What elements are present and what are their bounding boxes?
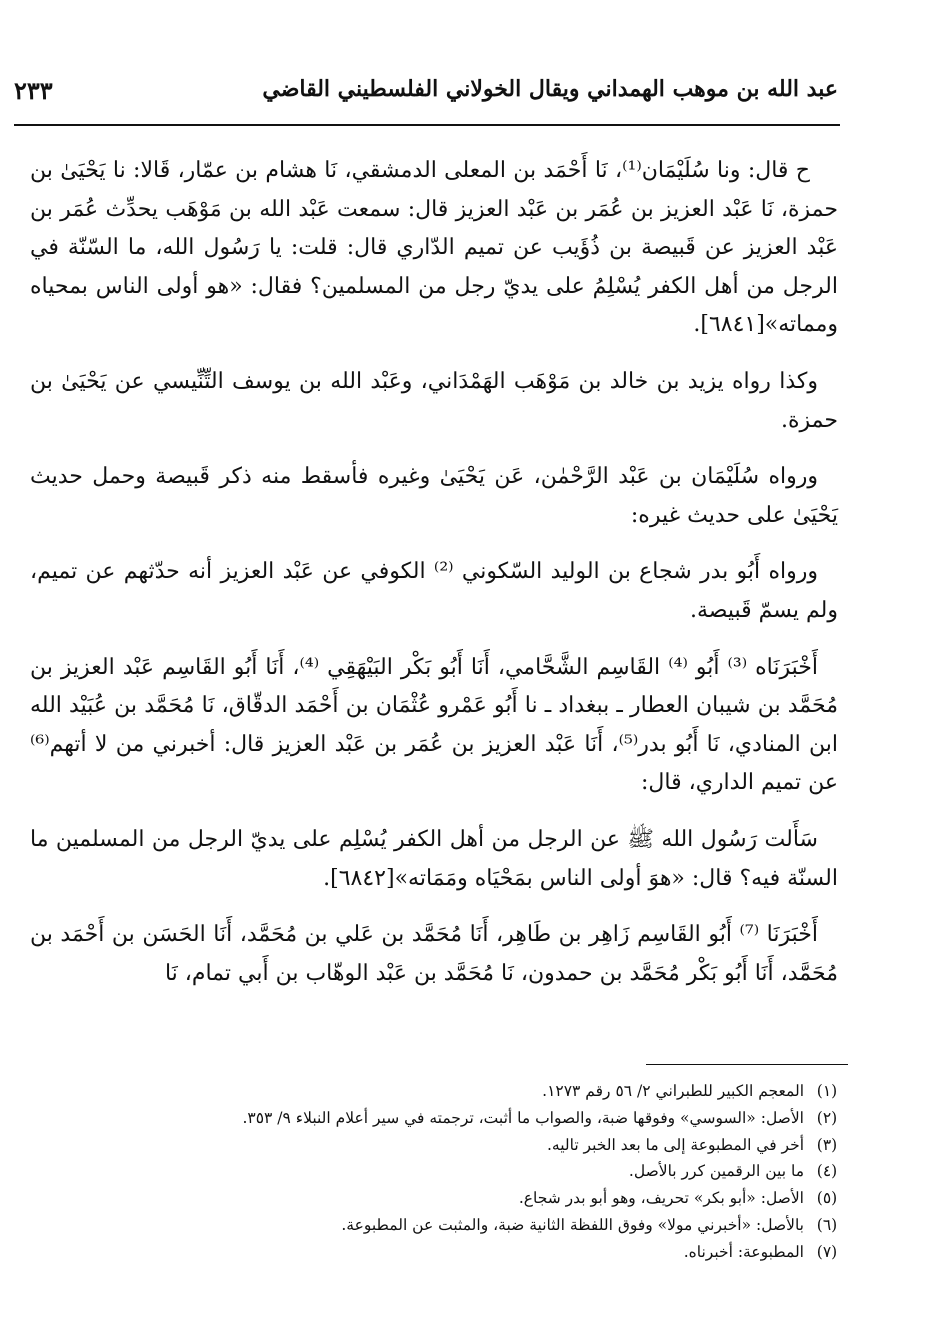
footnote-text: أخر في المطبوعة إلى ما بعد الخبر تاليه. <box>546 1135 804 1154</box>
footnote-item <box>60 1078 850 1105</box>
footnote-text: بالأصل: «أخبرني مولا» وفوق اللفظة الثانية ضبة، والمثبت عن المطبوعة. <box>341 1215 804 1234</box>
paragraph-1: ح قال: ونا سُلَيْمَان⁽¹⁾، نَا أَحْمَد بن المعلى الدمشقي، نَا هشام بن عمّار، قَالا: نا يَحْيَىٰ بن حمزة، نَا عَبْد العزيز بن عُمَر بن عَبْد العزيز قال: سمعت عَبْد الله بن مَوْهَب يحدِّث عُمَر بن عَبْد العزيز عن قَبيصة بن ذُؤَيب عن تميم الدّاري قال: قلت: يا رَسُول الله، ما السّنّة في الرجل من أهل الكفر يُسْلِمُ على يديّ رجل من المسلمين؟ فقال: «هو أولى الناس بمحياه ومماته»[٦٨٤١]. <box>30 158 838 338</box>
footnote-text: ما بين الرقمين كرر بالأصل. <box>628 1162 804 1181</box>
footnote-item <box>60 1212 850 1239</box>
footnote-number: (٥) <box>816 1189 838 1208</box>
page-header-title: عبد الله بن موهب الهمداني ويقال الخولاني الفلسطيني القاضي <box>262 76 838 102</box>
footnote-number: (٣) <box>816 1135 838 1154</box>
footnote-text: الأصل: «السوسي» وفوقها ضبة، والصواب ما أثبت، ترجمته في سير أعلام النبلاء ٩/ ٣٥٣. <box>242 1108 804 1127</box>
footnote-number: (٤) <box>816 1162 838 1181</box>
paragraph-7: أَخْبَرَنَا ⁽⁷⁾ أَبُو القَاسِم زَاهِر بن طَاهِر، أَنَا مُحَمَّد بن عَلي بن مُحَمَّد، أَنَا الحَسَن بن أَحْمَد بن مُحَمَّد، أَنَا أَبُو بَكْر مُحَمَّد بن حمدون، نَا مُحَمَّد بن عَبْد الوهّاب بن أَبي تمام، نَا <box>30 922 838 986</box>
footnote-text: المعجم الكبير للطبراني ٢/ ٥٦ رقم ١٢٧٣. <box>542 1082 804 1100</box>
footnote-number: (٦) <box>816 1215 838 1234</box>
footnotes <box>60 1078 850 1266</box>
paragraph-2: وكذا رواه يزيد بن خالد بن مَوْهَب الهَمْدَاني، وعَبْد الله بن يوسف التِّنِّيسي عن يَحْيَىٰ بن حمزة. <box>30 368 838 433</box>
footnote-item <box>60 1132 850 1159</box>
footnote-item <box>60 1105 850 1132</box>
footnote-number: (٢) <box>816 1108 838 1127</box>
footnote-number: (١) <box>816 1082 838 1100</box>
footnote-item <box>60 1158 850 1185</box>
paragraph-3: ورواه سُلَيْمَان بن عَبْد الرَّحْمٰن، عَن يَحْيَىٰ وغيره فأسقط منه ذكر قَبيصة وحمل حديث يَحْيَىٰ على حديث غيره: <box>30 464 838 528</box>
footnote-item <box>60 1185 850 1212</box>
running-header <box>14 68 838 120</box>
page-number: ٢٣٣ <box>14 76 53 105</box>
footnote-item <box>60 1239 850 1266</box>
header-rule <box>14 124 840 126</box>
paragraph-4: ورواه أَبُو بدر شجاع بن الوليد السّكوني ⁽²⁾ الكوفي عن عَبْد العزيز أنه حدّثهم عن تميم، ولم يسمّ قَبيصة. <box>30 559 838 623</box>
footnote-rule <box>646 1064 848 1065</box>
main-text <box>30 152 838 1011</box>
footnote-number: (٧) <box>816 1242 838 1261</box>
paragraph-5: أَخْبَرَنَاه ⁽³⁾ أَبُو ⁽⁴⁾ القَاسِم الشَّحَّامي، أَنَا أَبُو بَكْر البَيْهَقِي ⁽⁴⁾، أَنَا أَبُو القَاسِم عَبْد العزيز بن مُحَمَّد بن شيبان العطار ـ ببغداد ـ نا أَبُو عَمْرو عُثْمَان بن أَحْمَد الدقّاق، نَا مُحَمَّد بن عُبَيْد الله ابن المنادي، نَا أَبُو بدر⁽⁵⁾، أَنَا عَبْد العزيز بن عُمَر بن عَبْد العزيز قال: أخبرني من لا أتهم⁽⁶⁾ عن تميم الداري، قال: <box>30 654 838 796</box>
footnote-text: الأصل: «أبو بكر» تحريف، وهو أبو بدر شجاع. <box>518 1189 804 1208</box>
footnote-text: المطبوعة: أخبرناه. <box>683 1242 804 1261</box>
paragraph-6: سَأَلت رَسُول الله ﷺ عن الرجل من أهل الكفر يُسْلِم على يديّ الرجل من المسلمين ما السنّة فيه؟ قال: «هوَ أولى الناس بمَحْيَاه ومَمَاته»[٦٨٤٢]. <box>30 826 838 891</box>
